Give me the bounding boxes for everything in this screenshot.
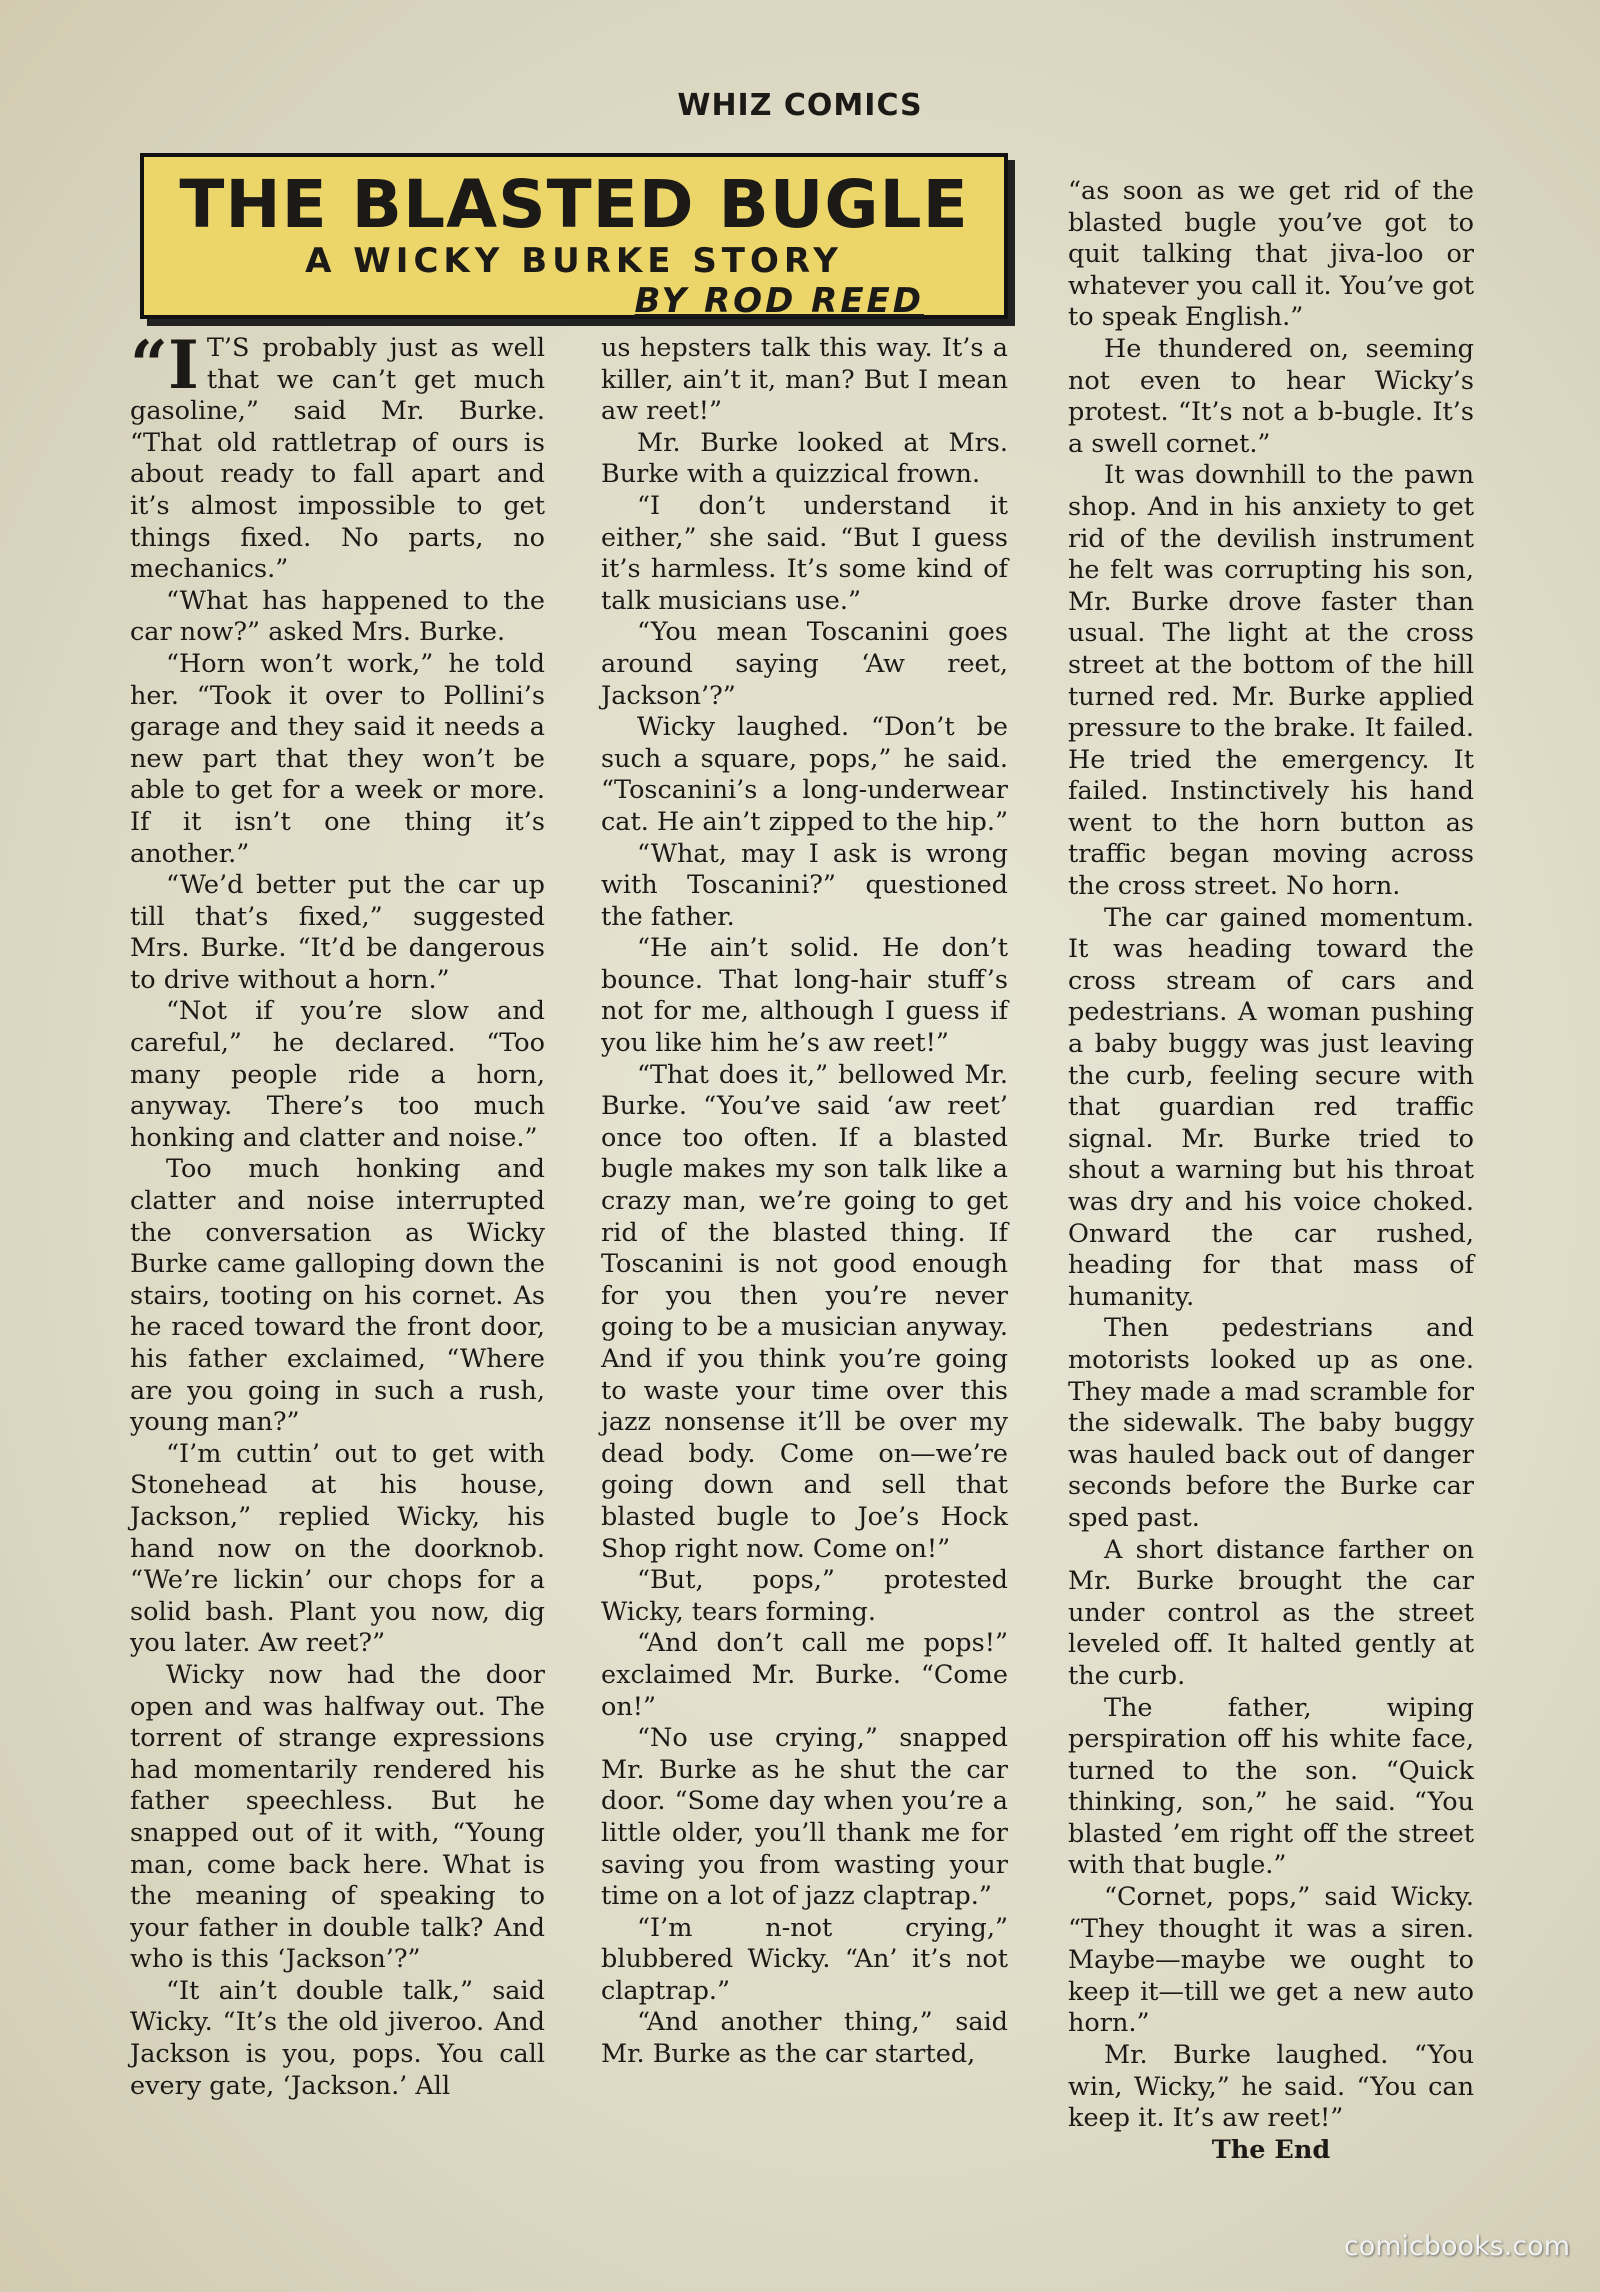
- story-paragraph: It was downhill to the pawn shop. And in his anxiety to get rid of the devilish instrument he felt was corrupting his son, Mr. Burke drove faster than usual. The light at the cross street at the bottom of the hill turned red. Mr. Burke applied pressure to the brake. It failed. He tried the emergency. It failed. Instinctively his hand went to the horn button as traffic began moving across the cross street. No horn.: [1068, 460, 1474, 902]
- story-paragraph: “Horn won’t work,” he told her. “Took it over to Pollini’s garage and they said it needs a new part that they won’t be able to get for a week or more. If it isn’t one thing it’s another.”: [130, 648, 545, 869]
- drop-cap: “I: [130, 326, 199, 404]
- text-column-1: [130, 326, 545, 2102]
- story-paragraph: Wicky now had the door open and was halfway out. The torrent of strange expressions had momentarily rendered his father speechless. But he snapped out of it with, “Young man, come back here. What is the meaning of speaking to your father in double talk? And who is this ‘Jackson’?”: [130, 1659, 545, 1975]
- story-paragraph: Wicky laughed. “Don’t be such a square, pops,” he said. “Toscanini’s a long-underwear cat. He ain’t zipped to the hip.”: [601, 712, 1008, 837]
- story-paragraph: Mr. Burke laughed. “You win, Wicky,” he said. “You can keep it. It’s aw reet!”: [1068, 2040, 1474, 2134]
- the-end-label: The End: [1211, 2134, 1331, 2165]
- running-head: WHIZ COMICS: [677, 88, 923, 123]
- story-paragraph: “But, pops,” protested Wicky, tears forming.: [601, 1565, 1008, 1627]
- story-paragraph: “And don’t call me pops!” exclaimed Mr. Burke. “Come on!”: [601, 1628, 1008, 1722]
- title-panel: [140, 153, 1008, 319]
- story-paragraph: “It ain’t double talk,” said Wicky. “It’s the old jiveroo. And Jackson is you, pops. You call every gate, ‘Jackson.’ All: [130, 1975, 545, 2101]
- story-paragraph: “What, may I ask is wrong with Toscanini?” questioned the father.: [601, 838, 1008, 932]
- story-paragraph: “What has happened to the car now?” asked Mrs. Burke.: [130, 585, 545, 648]
- story-paragraph: “And another thing,” said Mr. Burke as the car started,: [601, 2007, 1008, 2070]
- text-column-3: [1068, 176, 1474, 2166]
- story-paragraph: The car gained momentum. It was heading toward the cross stream of cars and pedestrians. A woman pushing a baby buggy was just leaving the curb, feeling secure with that guardian red traffic signal. Mr. Burke tried to shout a warning but his throat was dry and his voice choked. Onward the car rushed, heading for that mass of humanity.: [1068, 902, 1474, 1312]
- story-paragraph: “I T’S probably just as well that we can’t get much gasoline,” said Mr. Burke. “That old rattletrap of ours is about ready to fall apart and it’s almost impossible to get things fixed. No parts, no mechanics.”: [130, 326, 545, 585]
- story-paragraph: The father, wiping perspiration off his white face, turned to the son. “Quick thinking, son,” he said. “You blasted ’em right off the street with that bugle.”: [1068, 1692, 1474, 1881]
- story-subtitle: A WICKY BURKE STORY: [305, 241, 843, 281]
- story-paragraph: Too much honking and clatter and noise interrupted the conversation as Wicky Burke came galloping down the stairs, tooting on his cornet. As he raced toward the front door, his father exclaimed, “Where are you going in such a rush, young man?”: [130, 1154, 545, 1438]
- site-watermark: comicbooks.com: [1343, 2231, 1570, 2262]
- story-paragraph: “I don’t understand it either,” she said. “But I guess it’s harmless. It’s some kind of talk musicians use.”: [601, 490, 1008, 616]
- story-paragraph: He thundered on, seeming not even to hear Wicky’s protest. “It’s not a b-bugle. It’s a swell cornet.”: [1068, 333, 1474, 459]
- story-paragraph: “I’m n-not crying,” blubbered Wicky. “An’ it’s not claptrap.”: [601, 1912, 1008, 2006]
- story-paragraph: “Cornet, pops,” said Wicky. “They thought it was a siren. Maybe—maybe we ought to keep it—till we get a new auto horn.”: [1068, 1882, 1474, 2039]
- story-title: THE BLASTED BUGLE: [179, 166, 969, 243]
- story-byline: BY ROD REED: [634, 281, 924, 321]
- story-paragraph: A short distance farther on Mr. Burke brought the car under control as the street leveled off. It halted gently at the curb.: [1068, 1534, 1474, 1691]
- story-paragraph: “We’d better put the car up till that’s fixed,” suggested Mrs. Burke. “It’d be dangerous to drive without a horn.”: [130, 870, 545, 995]
- story-paragraph: “I’m cuttin’ out to get with Stonehead at his house, Jackson,” replied Wicky, his hand now on the doorknob. “We’re lickin’ our chops for a solid bash. Plant you now, dig you later. Aw reet?”: [130, 1438, 545, 1659]
- story-paragraph: us hepsters talk this way. It’s a killer, ain’t it, man? But I mean aw reet!”: [601, 333, 1008, 427]
- text-column-2: [601, 333, 1008, 2071]
- story-paragraph: Mr. Burke looked at Mrs. Burke with a quizzical frown.: [601, 427, 1008, 490]
- story-paragraph: Then pedestrians and motorists looked up as one. They made a mad scramble for the sidewalk. The baby buggy was hauled back out of danger seconds before the Burke car sped past.: [1068, 1313, 1474, 1533]
- story-paragraph: “as soon as we get rid of the blasted bugle you’ve got to quit talking that jiva-loo or whatever you call it. You’ve got to speak English.”: [1068, 176, 1474, 333]
- story-paragraph: “He ain’t solid. He don’t bounce. That long-hair stuff’s not for me, although I guess if you like him he’s aw reet!”: [601, 933, 1008, 1059]
- story-paragraph: “Not if you’re slow and careful,” he declared. “Too many people ride a horn, anyway. There’s too much honking and clatter and noise.”: [130, 996, 545, 1153]
- story-paragraph: “That does it,” bellowed Mr. Burke. “You’ve said ‘aw reet’ once too often. If a blasted bugle makes my son talk like a crazy man, we’re going to get rid of the blasted thing. If Toscanini is not good enough for you then you’re never going to be a musician anyway. And if you think you’re going to waste your time over this jazz nonsense it’ll be over my dead body. Come on—we’re going down and sell that blasted bugle to Joe’s Hock Shop right now. Come on!”: [601, 1059, 1008, 1564]
- story-paragraph: “No use crying,” snapped Mr. Burke as he shut the car door. “Some day when you’re a little older, you’ll thank me for saving you from wasting your time on a lot of jazz claptrap.”: [601, 1723, 1008, 1912]
- story-paragraph: “You mean Toscanini goes around saying ‘Aw reet, Jackson’?”: [601, 617, 1008, 711]
